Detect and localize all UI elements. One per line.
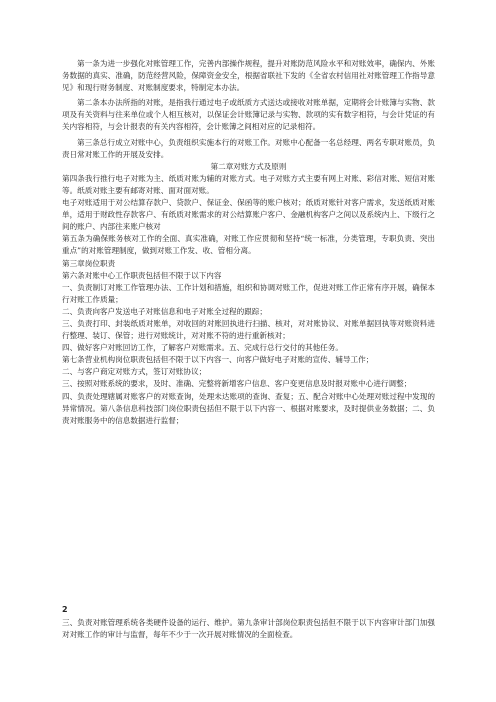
- document-body: [62, 58, 435, 427]
- article-4: 第四条我行推行电子对账为主、纸质对账为辅的对账方式。电子对账方式主要有网上对账、彩信对账、短信对账等。纸质对账主要有邮寄对账、面对面对账。: [62, 173, 435, 195]
- article-6: 第六条对账中心工作职责包括但不限于以下内容: [62, 270, 222, 280]
- branch-duty-item-3: 三、按照对账系统的要求，及时、准确、完整将新增客户信息、客户变更信息及时报对账中心进行调整；: [62, 379, 412, 389]
- article-2: 第二条本办法所指的对账，是指我行通过电子或纸质方式送达或接收对账单据，定期将会计账簿与实物、款项及有关资料与往来单位或个人相互核对，以保证会计账簿记录与实物、款项的实有数字相符，与会计凭证的有关内容相符，与会计报表的有关内容相符，会计账簿之间相对应的记录相符。: [62, 98, 435, 132]
- page-2-body: [62, 617, 435, 641]
- chapter-3-heading: 第三章岗位职责: [62, 258, 116, 268]
- duty-item-2: 二、负责向客户发送电子对账信息和电子对账全过程的跟踪；: [62, 306, 268, 316]
- duty-item-3: 三、负责打印、封装纸质对账单，对收回的对账回执进行扫描、核对，对对账协议、对账单据回执等对账资料进行整理、装订、保管；进行对账统计，对对账不符的进行重新核对；: [62, 318, 435, 341]
- it-duty-item-3: 三、负责对账管理系统各类硬件设备的运行、维护。第九条审计部岗位职责包括但不限于以下内容审计部门加强对对账工作的审计与监督，每年不少于一次开展对账情况的全面检查。: [62, 618, 435, 640]
- chapter-2-heading: 第二章对账方式及原则: [210, 161, 287, 171]
- duty-item-4: 四、做好客户对账回访工作，了解客户对账需求。五、完成行总行交付的其他任务。: [62, 343, 343, 353]
- branch-duty-item-4: 四、负责处理辖属对账客户的对账查询，处理未达账项的查询、查复；五、配合对账中心处理对账过程中发现的异常情况。第八条信息科技部门岗位职责包括但不限于以下内容一、根据对账要求，及时提供业务数据；二、负责对账服务中的信息数据进行监督；: [62, 391, 435, 425]
- article-5: 第五条为确保账务核对工作的全面、真实准确，对账工作应贯彻和坚持“统一标准，分类管理，专职负责、突出重点”的对账管理制度，做到对账工作发、收、管相分离。: [62, 234, 435, 256]
- page-number: 2: [62, 605, 68, 614]
- article-1: 第一条为进一步强化对账管理工作，完善内部操作规程，提升对账防范风险水平和对账效率，确保内、外账务数据的真实、准确，防范经营风险，保障资金安全，根据省联社下发的《全省农村信用社对账管理工作指导意见》和现行财务制度、对账制度要求，特制定本办法。: [62, 59, 435, 93]
- article-7: 第七条营业机构岗位职责包括但不限于以下内容一、向客户做好电子对账的宣传、辅导工作；: [62, 355, 374, 365]
- branch-duty-item-2: 二、与客户商定对账方式，签订对账协议；: [62, 367, 207, 377]
- duty-item-1: 一、负责制订对账工作管理办法、工作计划和措施，组织和协调对账工作，促进对账工作正常有序开展，确保本行对账工作质量；: [62, 282, 435, 304]
- electronic-reconciliation-paragraph: 电子对账适用于对公结算存款户、贷款户、保证金、保函等的账户核对；纸质对账针对客户需求，发送纸质对账单，适用于财政性存款客户、有纸质对账需求的对公结算账户客户、金融机构客户之间以及系统内上、下级行之间的账户、内部往来账户核对: [62, 198, 435, 232]
- article-3: 第三条总行成立对账中心，负责组织实施本行的对账工作。对账中心配备一名总经理、两名专职对账员，负责日常对账工作的开展及安排。: [62, 137, 435, 159]
